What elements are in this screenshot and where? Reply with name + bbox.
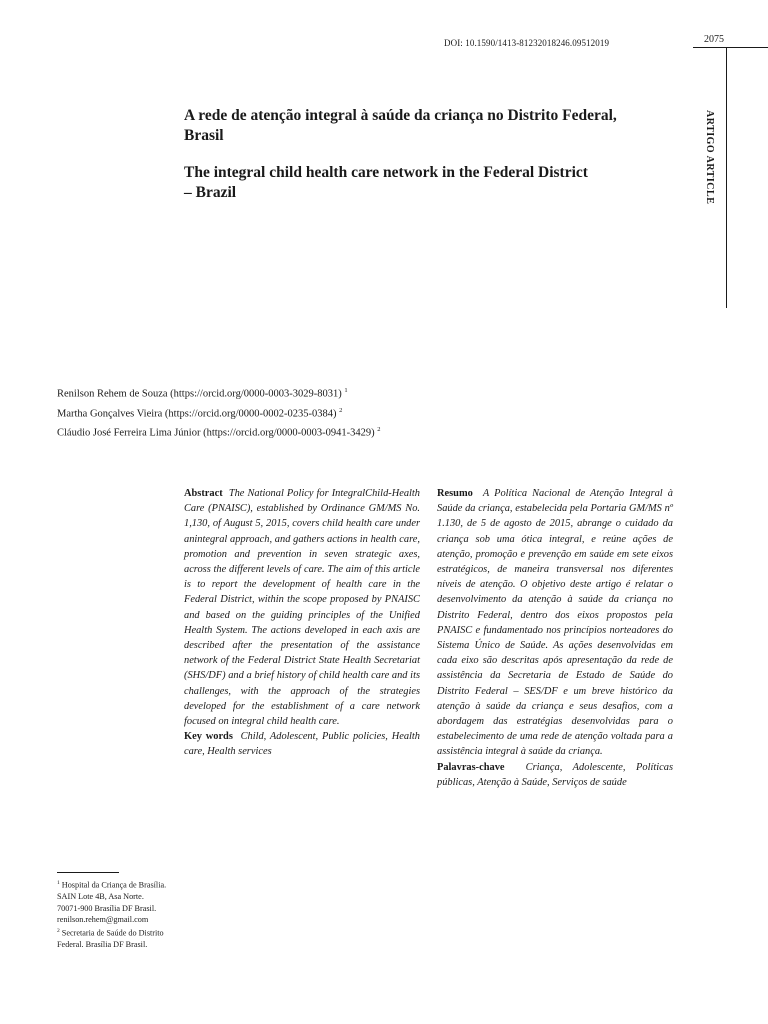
footnote-rule <box>57 872 119 873</box>
author-name: Martha Gonçalves Vieira (https://orcid.org/0000-0002-0235-0384) <box>57 408 337 419</box>
palavras-chave-label: Palavras-chave <box>437 761 505 773</box>
resumo-column <box>437 486 673 790</box>
author-name: Cláudio José Ferreira Lima Júnior (https://orcid.org/0000-0003-0941-3429) <box>57 427 375 439</box>
resumo-text: A Política Nacional de Atenção Integral à Saúde da criança, estabelecida pela Portaria GM/MS nº 1.130, de 5 de agosto de 2015, abrange o cuidado da criança sob uma ótica integral, e reúne ações de atenção, promoção e prevenção em saúde em sete eixos estratégicos, de maneira transversal nos diferentes níveis de atenção. O objetivo deste artigo é relatar o desenvolvimento da atenção à saúde da criança no Distrito Federal, dentro dos eixos propostos pela PNAISC e fundamentado nos princípios norteadores do Sistema Único de Saúde. As ações desenvolvidas em cada eixo são descritas após apresentação da rede de assistência da Secretaria de Estado de Saúde do Distrito Federal – SES/DF e um breve histórico da atenção à saúde da criança e seus desafios, com a abordagem das estratégias desenvolvidas para o estabelecimento de uma rede de atenção voltada para a assistência integral à saúde da criança. <box>437 488 673 758</box>
resumo-paragraph <box>437 486 673 760</box>
keywords-paragraph <box>184 729 420 759</box>
keywords-text: Child, Adolescent, Public policies, Health care, Health services <box>184 731 420 758</box>
abstract-label: Abstract <box>184 488 223 499</box>
author-3 <box>57 422 381 442</box>
keywords-label: Key words <box>184 731 233 743</box>
author-name: Renilson Rehem de Souza (https://orcid.org/0000-0003-3029-8031) <box>57 388 342 400</box>
palavras-chave-text: Criança, Adolescente, Políticas públicas, Atenção à Saúde, Serviços de saúde <box>437 761 673 788</box>
affiliation-mark: 2 <box>377 426 381 433</box>
header-rule <box>693 47 768 48</box>
author-2 <box>57 403 381 423</box>
footnote-2 <box>57 926 169 951</box>
footnote-mark: 2 <box>57 927 60 934</box>
section-label: ARTIGO ARTICLE <box>704 110 715 205</box>
footnote-text: Hospital da Criança de Brasília. SAIN Lote 4B, Asa Norte. 70071-900 Brasília DF Brasil. renilson.rehem@gmail.com <box>57 880 167 925</box>
resumo-label: Resumo <box>437 488 473 499</box>
title-english: The integral child health care network in the Federal District – Brazil <box>184 164 588 201</box>
abstract-text: The National Policy for IntegralChild-Health Care (PNAISC), established by Ordinance GM/MS No. 1,130, of August 5, 2015, covers child health care under anintegral approach, and gathers actions in health care, promotion and prevention in seven strategic axes, across the different levels of care. The aim of this article is to report the development of health care in the Federal District, within the scope proposed by PNAISC and based on the guiding principles of the Unified Health System. The actions developed in each axis are described after the presentation of the assistance network of the Federal District State Health Secretariat (SHS/DF) and a brief history of child health care and its challenges, with the approach of the strategies developed for the establishment of a care network focused on integral child health care. <box>184 488 421 728</box>
footnote-mark: 1 <box>57 880 60 886</box>
title-portuguese: A rede de atenção integral à saúde da criança no Distrito Federal, Brasil <box>184 107 617 144</box>
footnote-text: Secretaria de Saúde do Distrito Federal. Brasília DF Brasil. <box>57 928 164 949</box>
author-1 <box>57 383 381 403</box>
affiliation-mark: 2 <box>339 406 343 414</box>
abstract-column <box>184 486 420 760</box>
palavras-chave-paragraph <box>437 760 673 790</box>
author-list <box>57 383 381 442</box>
margin-rule <box>726 48 727 308</box>
affiliation-mark: 1 <box>344 387 348 394</box>
abstract-paragraph <box>184 486 420 729</box>
doi-line: DOI: 10.1590/1413-81232018246.09512019 <box>444 38 610 48</box>
page-number: 2075 <box>704 34 724 45</box>
footnote-1 <box>57 878 169 926</box>
footnotes <box>57 878 169 950</box>
